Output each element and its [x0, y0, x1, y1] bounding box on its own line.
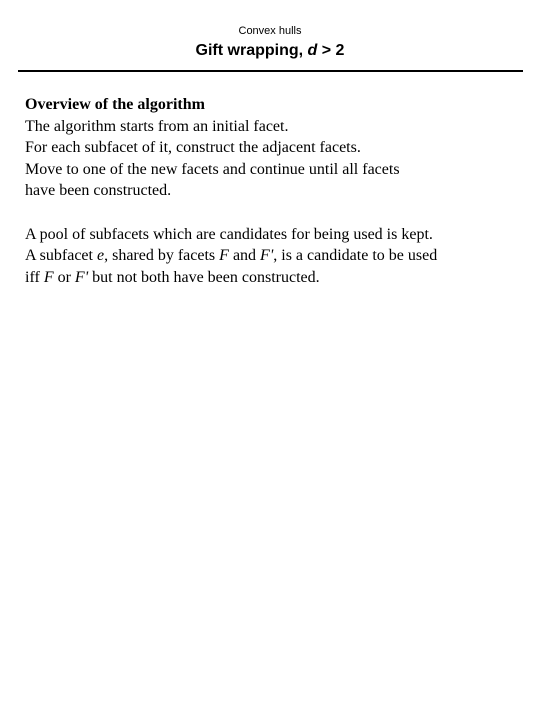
facet-variable: F — [43, 268, 54, 286]
slide-body — [25, 94, 525, 288]
title-variable: d — [307, 42, 318, 59]
facet-prime-variable: F' — [260, 247, 274, 264]
pool-line-2-part-d: , is a candidate to be used — [273, 247, 438, 264]
title-prefix: Gift wrapping, — [195, 42, 308, 59]
paragraph-gap — [25, 202, 525, 224]
pool-line-3-part-a: iff — [25, 268, 44, 286]
pool-line-3 — [25, 267, 525, 289]
overview-line-4: have been constructed. — [25, 182, 172, 199]
slide-subtitle: Convex hulls — [238, 25, 302, 37]
pool-line-1: A pool of subfacets which are candidates for being used is kept. — [25, 225, 433, 243]
pool-line-2-part-a: A subfacet — [25, 247, 97, 264]
subfacet-variable: e — [96, 247, 105, 264]
slide-title — [0, 40, 540, 62]
title-divider — [18, 70, 523, 72]
overview-line-2: For each subfacet of it, construct the adjacent facets. — [25, 139, 361, 156]
overview-line-1: The algorithm starts from an initial facet. — [25, 117, 289, 135]
pool-line-2 — [25, 245, 525, 267]
pool-line-3-part-b: or — [53, 268, 75, 286]
overview-heading: Overview of the algorithm — [25, 96, 205, 113]
facet-prime-variable: F' — [74, 268, 89, 286]
facet-variable: F — [219, 247, 229, 264]
pool-line-3-part-c: but not both have been constructed. — [88, 268, 320, 286]
pool-line-2-part-c: and — [228, 247, 261, 264]
pool-line-2-part-b: , shared by facets — [104, 247, 220, 264]
title-suffix: > 2 — [317, 42, 345, 59]
overview-line-3: Move to one of the new facets and continue until all facets — [25, 160, 400, 178]
